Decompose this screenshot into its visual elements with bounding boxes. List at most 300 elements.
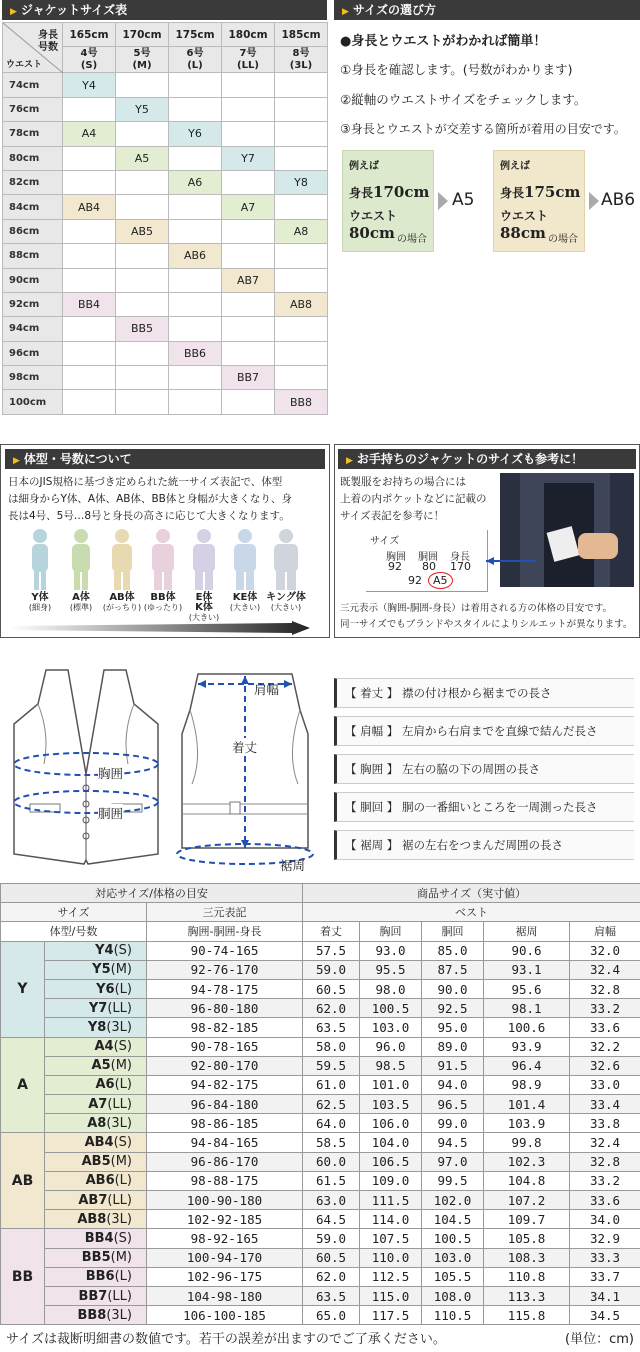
measurement-value: 108.0: [422, 1286, 484, 1305]
measurement-value: 99.8: [484, 1133, 570, 1152]
body-figure: [266, 528, 306, 618]
size-cell: [63, 170, 116, 194]
measurement-value: 110.8: [484, 1267, 570, 1286]
product-size-table: [0, 883, 640, 1325]
vest-back-illustration: [170, 664, 320, 874]
measurement-value: 64.5: [303, 1210, 360, 1229]
sangen-value: 102-92-185: [147, 1210, 303, 1229]
table-row: [1, 1171, 640, 1190]
size-cell: [116, 73, 169, 97]
body-figure: [61, 528, 101, 618]
measurement-value: 32.4: [570, 1133, 640, 1152]
label-code-prefix: 92: [408, 574, 422, 587]
sangen-value: 102-96-175: [147, 1267, 303, 1286]
person-icon: [102, 528, 142, 590]
size-code: Y7(LL): [45, 999, 147, 1018]
size-cell: [63, 146, 116, 170]
figure-note: (細身): [28, 603, 52, 612]
size-cell: [222, 73, 275, 97]
measurement-value: 109.7: [484, 1210, 570, 1229]
measurement-value: 63.5: [303, 1018, 360, 1037]
figure-name: A体: [72, 592, 90, 603]
measurement-value: 90.6: [484, 941, 570, 960]
example-result-2: AB6: [601, 190, 636, 210]
measurement-value: 113.3: [484, 1286, 570, 1305]
example-height: 身長170cm: [349, 183, 430, 201]
sangen-value: 94-84-165: [147, 1133, 303, 1152]
size-cell: [275, 97, 328, 121]
size-code: AB7(LL): [45, 1191, 147, 1210]
measurement-value: 87.5: [422, 960, 484, 979]
measurement-value: 98.5: [360, 1056, 422, 1075]
sangen-value: 104-98-180: [147, 1286, 303, 1305]
size-cell: [169, 317, 222, 341]
size-cell: [116, 366, 169, 390]
jacket-photo: [500, 473, 634, 587]
size-cell: [222, 219, 275, 243]
own-jacket-text: [340, 474, 486, 525]
sangen-value: 90-74-165: [147, 941, 303, 960]
column-header: 胴回: [422, 922, 484, 941]
size-cell: Y5: [116, 97, 169, 121]
size-cell: [116, 244, 169, 268]
measurement-value: 97.0: [422, 1152, 484, 1171]
measurement-value: 103.5: [360, 1095, 422, 1114]
body-types-text: [8, 474, 328, 525]
group-label: A: [1, 1037, 45, 1133]
footer-note: サイズは裁断明細書の数値です。若干の誤差が出ますのでご了承ください。: [6, 1332, 446, 1347]
measurement-value: 100.5: [422, 1229, 484, 1248]
label-val: 80: [422, 560, 436, 573]
column-header: 肩幅: [570, 922, 640, 941]
size-cell: BB8: [275, 390, 328, 414]
size-cell: BB6: [169, 341, 222, 365]
example-suffix: の場合: [548, 234, 578, 245]
sangen-value: 98-92-165: [147, 1229, 303, 1248]
size-cell: [63, 244, 116, 268]
grid-row: [3, 390, 328, 414]
measurement-value: 93.1: [484, 960, 570, 979]
def-chest: 【 胸囲 】 左右の脇の下の周囲の長さ: [334, 754, 634, 784]
height-col-header: 180cm: [222, 23, 275, 47]
measurement-value: 108.3: [484, 1248, 570, 1267]
size-cell: [222, 122, 275, 146]
body-figure: [20, 528, 60, 618]
sangen-value: 96-84-180: [147, 1095, 303, 1114]
jacket-table-title: ジャケットサイズ表: [20, 3, 128, 17]
measurement-value: 90.0: [422, 979, 484, 998]
chest-label: 胸囲: [98, 766, 124, 781]
size-cell: [169, 390, 222, 414]
waist-row-header: 84cm: [3, 195, 63, 219]
measurement-value: 63.5: [303, 1286, 360, 1305]
measurement-value: 100.5: [360, 999, 422, 1018]
size-cell: [63, 317, 116, 341]
size-cell: [116, 122, 169, 146]
size-code: Y8(3L): [45, 1018, 147, 1037]
note-line: 三元表示（胸囲-胴囲-身長）は着用される方の体格の目安です。: [340, 603, 613, 614]
table-row: [1, 1095, 640, 1114]
sangen-value: 98-88-175: [147, 1171, 303, 1190]
grid-row: [3, 195, 328, 219]
size-cell: [275, 195, 328, 219]
hem-label: 裾周: [280, 858, 306, 873]
size-code: A6(L): [45, 1075, 147, 1094]
grid-row: [3, 292, 328, 316]
sangen-value: 92-76-170: [147, 960, 303, 979]
length-label: 着丈: [232, 740, 258, 755]
sangen-value: 94-78-175: [147, 979, 303, 998]
arrow-right-icon: [589, 192, 599, 210]
table-row: [1, 1248, 640, 1267]
own-text-line: 既製服をお持ちの場合には: [340, 476, 466, 488]
size-cell: AB4: [63, 195, 116, 219]
figure-name: Y体: [31, 592, 49, 603]
size-cell: Y7: [222, 146, 275, 170]
header-vest: ベスト: [303, 903, 640, 922]
header-sangen: 三元表記: [147, 903, 303, 922]
table-row: [1, 1037, 640, 1056]
person-icon: [184, 528, 224, 590]
shoulder-label: 肩幅: [254, 682, 280, 697]
size-code: BB6(L): [45, 1267, 147, 1286]
def-shoulder: 【 肩幅 】 左肩から右肩までを直線で結んだ長さ: [334, 716, 634, 746]
label-val: 170: [450, 560, 471, 573]
body-text-line: 日本のJIS規格に基づき定められた統一サイズ表記で、体型: [8, 476, 283, 488]
measurement-value: 95.6: [484, 979, 570, 998]
table-row: [1, 1306, 640, 1325]
corner-height-label: 身長: [38, 30, 58, 41]
size-code: A8(3L): [45, 1114, 147, 1133]
measurement-value: 106.5: [360, 1152, 422, 1171]
measurement-value: 102.3: [484, 1152, 570, 1171]
grid-row: [3, 317, 328, 341]
person-icon: [225, 528, 265, 590]
size-cell: Y4: [63, 73, 116, 97]
label-title: サイズ: [370, 536, 400, 547]
height-col-header: 165cm: [63, 23, 116, 47]
corner-waist-label: ウエスト: [6, 60, 43, 71]
measurement-value: 64.0: [303, 1114, 360, 1133]
body-figure: [143, 528, 183, 618]
size-cell: [63, 366, 116, 390]
measurement-value: 33.6: [570, 1191, 640, 1210]
size-code: Y6(L): [45, 979, 147, 998]
group-label: AB: [1, 1133, 45, 1229]
measurement-value: 32.2: [570, 1037, 640, 1056]
size-cell: [222, 97, 275, 121]
measurement-value: 93.0: [360, 941, 422, 960]
measurement-value: 62.0: [303, 1267, 360, 1286]
size-cell: [169, 219, 222, 243]
size-cell: [275, 73, 328, 97]
guide-header: [334, 0, 640, 20]
size-cell: [63, 341, 116, 365]
size-cell: [275, 244, 328, 268]
grid-row: [3, 73, 328, 97]
label-col: 胸囲: [386, 552, 406, 563]
body-figure: [225, 528, 265, 618]
table-row: [1, 1133, 640, 1152]
figure-name: BB体: [150, 592, 176, 603]
grid-header-row: [3, 23, 328, 47]
size-cell: [169, 97, 222, 121]
example-box-1: [342, 150, 434, 252]
waist-row-header: 94cm: [3, 317, 63, 341]
size-cell: [169, 366, 222, 390]
measurement-value: 34.1: [570, 1286, 640, 1305]
header-sangen-sub: 胸囲-胴囲-身長: [147, 922, 303, 941]
measurement-value: 105.8: [484, 1229, 570, 1248]
measurement-value: 100.6: [484, 1018, 570, 1037]
grid-corner: [3, 23, 63, 73]
example-box-2: [493, 150, 585, 252]
measurement-value: 114.0: [360, 1210, 422, 1229]
size-code: AB4(S): [45, 1133, 147, 1152]
number-col-header: 5号 (M): [116, 47, 169, 73]
measurement-value: 60.0: [303, 1152, 360, 1171]
grid-row: [3, 170, 328, 194]
measurement-value: 58.5: [303, 1133, 360, 1152]
measurement-value: 34.0: [570, 1210, 640, 1229]
waist-row-header: 82cm: [3, 170, 63, 194]
waist-row-header: 80cm: [3, 146, 63, 170]
example-waist: ウエスト88cm: [500, 209, 549, 242]
size-cell: [116, 268, 169, 292]
figure-note: (標準): [69, 603, 93, 612]
label-val: 92: [388, 560, 402, 573]
size-code: AB6(L): [45, 1171, 147, 1190]
size-cell: A4: [63, 122, 116, 146]
def-length: 【 着丈 】 襟の付け根から裾までの長さ: [334, 678, 634, 708]
measurement-value: 98.9: [484, 1075, 570, 1094]
size-cell: [63, 97, 116, 121]
figure-note: (大きい): [229, 603, 261, 612]
sangen-value: 92-80-170: [147, 1056, 303, 1075]
measurement-value: 96.5: [422, 1095, 484, 1114]
size-code: A5(M): [45, 1056, 147, 1075]
waist-label: 胴囲: [98, 806, 124, 821]
waist-row-header: 78cm: [3, 122, 63, 146]
size-cell: [222, 292, 275, 316]
figure-note: (ゆったり): [143, 603, 183, 612]
measurement-value: 95.5: [360, 960, 422, 979]
measurement-value: 112.5: [360, 1267, 422, 1286]
measurement-value: 98.0: [360, 979, 422, 998]
size-cell: AB5: [116, 219, 169, 243]
measurement-value: 32.0: [570, 941, 640, 960]
figure-note: (大きい): [188, 613, 220, 622]
measurement-value: 106.0: [360, 1114, 422, 1133]
label-code: A5: [428, 572, 453, 589]
size-label-card: [366, 530, 488, 592]
triangle-icon: ▶: [13, 456, 20, 466]
size-scale-arrow-icon: [10, 621, 310, 635]
size-cell: [169, 146, 222, 170]
figure-name: KE体: [232, 592, 258, 603]
measurement-value: 115.0: [360, 1286, 422, 1305]
table-row: [1, 1191, 640, 1210]
table-row: [1, 1286, 640, 1305]
measurement-value: 91.5: [422, 1056, 484, 1075]
measurement-value: 33.6: [570, 1018, 640, 1037]
table-row: [1, 999, 640, 1018]
measurement-value: 89.0: [422, 1037, 484, 1056]
measurement-value: 33.2: [570, 999, 640, 1018]
measurement-value: 99.5: [422, 1171, 484, 1190]
measurement-value: 94.5: [422, 1133, 484, 1152]
own-jacket-header: [338, 449, 636, 469]
size-cell: AB7: [222, 268, 275, 292]
size-cell: [63, 219, 116, 243]
waist-row-header: 76cm: [3, 97, 63, 121]
waist-row-header: 100cm: [3, 390, 63, 414]
own-text-line: 上着の内ポケットなどに記載の: [340, 493, 487, 505]
footer-unit: (単位：cm): [565, 1332, 634, 1347]
measurement-value: 102.0: [422, 1191, 484, 1210]
size-cell: [275, 341, 328, 365]
size-cell: [222, 341, 275, 365]
table-row: [1, 1018, 640, 1037]
size-cell: A6: [169, 170, 222, 194]
size-cell: [116, 292, 169, 316]
measurement-value: 33.3: [570, 1248, 640, 1267]
measurement-value: 32.8: [570, 1152, 640, 1171]
measurement-value: 65.0: [303, 1306, 360, 1325]
measurement-value: 59.5: [303, 1056, 360, 1075]
grid-row: [3, 366, 328, 390]
size-cell: A7: [222, 195, 275, 219]
pointer-arrow-icon: [486, 556, 546, 566]
sangen-value: 100-94-170: [147, 1248, 303, 1267]
measurement-value: 60.5: [303, 1248, 360, 1267]
measurement-value: 101.0: [360, 1075, 422, 1094]
number-col-header: 7号 (LL): [222, 47, 275, 73]
measurement-value: 98.1: [484, 999, 570, 1018]
vest-front-illustration: [6, 664, 166, 870]
size-cell: Y8: [275, 170, 328, 194]
measurement-value: 59.0: [303, 960, 360, 979]
note-line: 同一サイズでもブランドやスタイルによりシルエットが異なります。: [340, 619, 633, 630]
waist-row-header: 74cm: [3, 73, 63, 97]
table-row: [1, 1210, 640, 1229]
triangle-icon: ▶: [342, 7, 349, 17]
height-col-header: 185cm: [275, 23, 328, 47]
size-cell: [116, 195, 169, 219]
size-code: Y5(M): [45, 960, 147, 979]
grid-row: [3, 97, 328, 121]
triangle-icon: ▶: [10, 7, 17, 17]
measurement-value: 110.0: [360, 1248, 422, 1267]
size-cell: [169, 195, 222, 219]
grid-row: [3, 244, 328, 268]
measurement-value: 61.5: [303, 1171, 360, 1190]
measurement-value: 33.0: [570, 1075, 640, 1094]
height-col-header: 170cm: [116, 23, 169, 47]
waist-row-header: 96cm: [3, 341, 63, 365]
size-cell: [222, 170, 275, 194]
def-waist: 【 胴回 】 胴の一番細いところを一周測った長さ: [334, 792, 634, 822]
height-col-header: 175cm: [169, 23, 222, 47]
measurement-value: 63.0: [303, 1191, 360, 1210]
measurement-value: 103.0: [422, 1248, 484, 1267]
table-row: [1, 960, 640, 979]
size-code: BB8(3L): [45, 1306, 147, 1325]
table-row: [1, 1229, 640, 1248]
group-label: BB: [1, 1229, 45, 1325]
measurement-value: 110.5: [422, 1306, 484, 1325]
size-cell: Y6: [169, 122, 222, 146]
size-cell: AB8: [275, 292, 328, 316]
corner-number-label: 号数: [38, 42, 58, 53]
measurement-value: 104.0: [360, 1133, 422, 1152]
figure-note: (がっちり): [102, 603, 142, 612]
measurement-value: 105.5: [422, 1267, 484, 1286]
size-cell: [63, 268, 116, 292]
measurement-value: 96.4: [484, 1056, 570, 1075]
table-row: [1, 1152, 640, 1171]
size-cell: [222, 317, 275, 341]
size-cell: [275, 146, 328, 170]
body-figures-row: [20, 528, 310, 622]
person-icon: [61, 528, 101, 590]
size-code: BB7(LL): [45, 1286, 147, 1305]
label-col: 胴囲: [418, 552, 438, 563]
measurement-value: 99.0: [422, 1114, 484, 1133]
size-cell: AB6: [169, 244, 222, 268]
column-header: 裾周: [484, 922, 570, 941]
sangen-value: 96-86-170: [147, 1152, 303, 1171]
person-icon: [143, 528, 183, 590]
size-cell: [116, 170, 169, 194]
header-left: 対応サイズ/体格の目安: [1, 884, 303, 903]
waist-row-header: 90cm: [3, 268, 63, 292]
measurement-value: 33.4: [570, 1095, 640, 1114]
size-cell: BB7: [222, 366, 275, 390]
table-header-row: [1, 903, 640, 922]
grid-row: [3, 268, 328, 292]
size-cell: A5: [116, 146, 169, 170]
body-text-line: は細身からY体、A体、AB体、BB体と身幅が大きくなり、身: [8, 493, 292, 505]
column-header: 着丈: [303, 922, 360, 941]
header-size: サイズ: [1, 903, 147, 922]
size-cell: [222, 244, 275, 268]
measurement-value: 58.0: [303, 1037, 360, 1056]
example-result-1: A5: [452, 190, 475, 210]
sangen-value: 100-90-180: [147, 1191, 303, 1210]
table-row: [1, 1075, 640, 1094]
triangle-icon: ▶: [346, 456, 353, 466]
measurement-value: 60.5: [303, 979, 360, 998]
jacket-size-grid: [2, 22, 328, 415]
measurement-value: 107.2: [484, 1191, 570, 1210]
table-subheader-row: [1, 922, 640, 941]
measurement-value: 103.9: [484, 1114, 570, 1133]
table-row: [1, 1056, 640, 1075]
size-code: A7(LL): [45, 1095, 147, 1114]
measurement-value: 61.0: [303, 1075, 360, 1094]
size-cell: [275, 268, 328, 292]
label-col: 身長: [450, 552, 470, 563]
waist-row-header: 98cm: [3, 366, 63, 390]
grid-row: [3, 341, 328, 365]
number-col-header: 4号 (S): [63, 47, 116, 73]
measurement-value: 111.5: [360, 1191, 422, 1210]
measurement-value: 115.8: [484, 1306, 570, 1325]
sangen-value: 98-86-185: [147, 1114, 303, 1133]
example-height: 身長175cm: [500, 183, 581, 201]
measurement-value: 57.5: [303, 941, 360, 960]
